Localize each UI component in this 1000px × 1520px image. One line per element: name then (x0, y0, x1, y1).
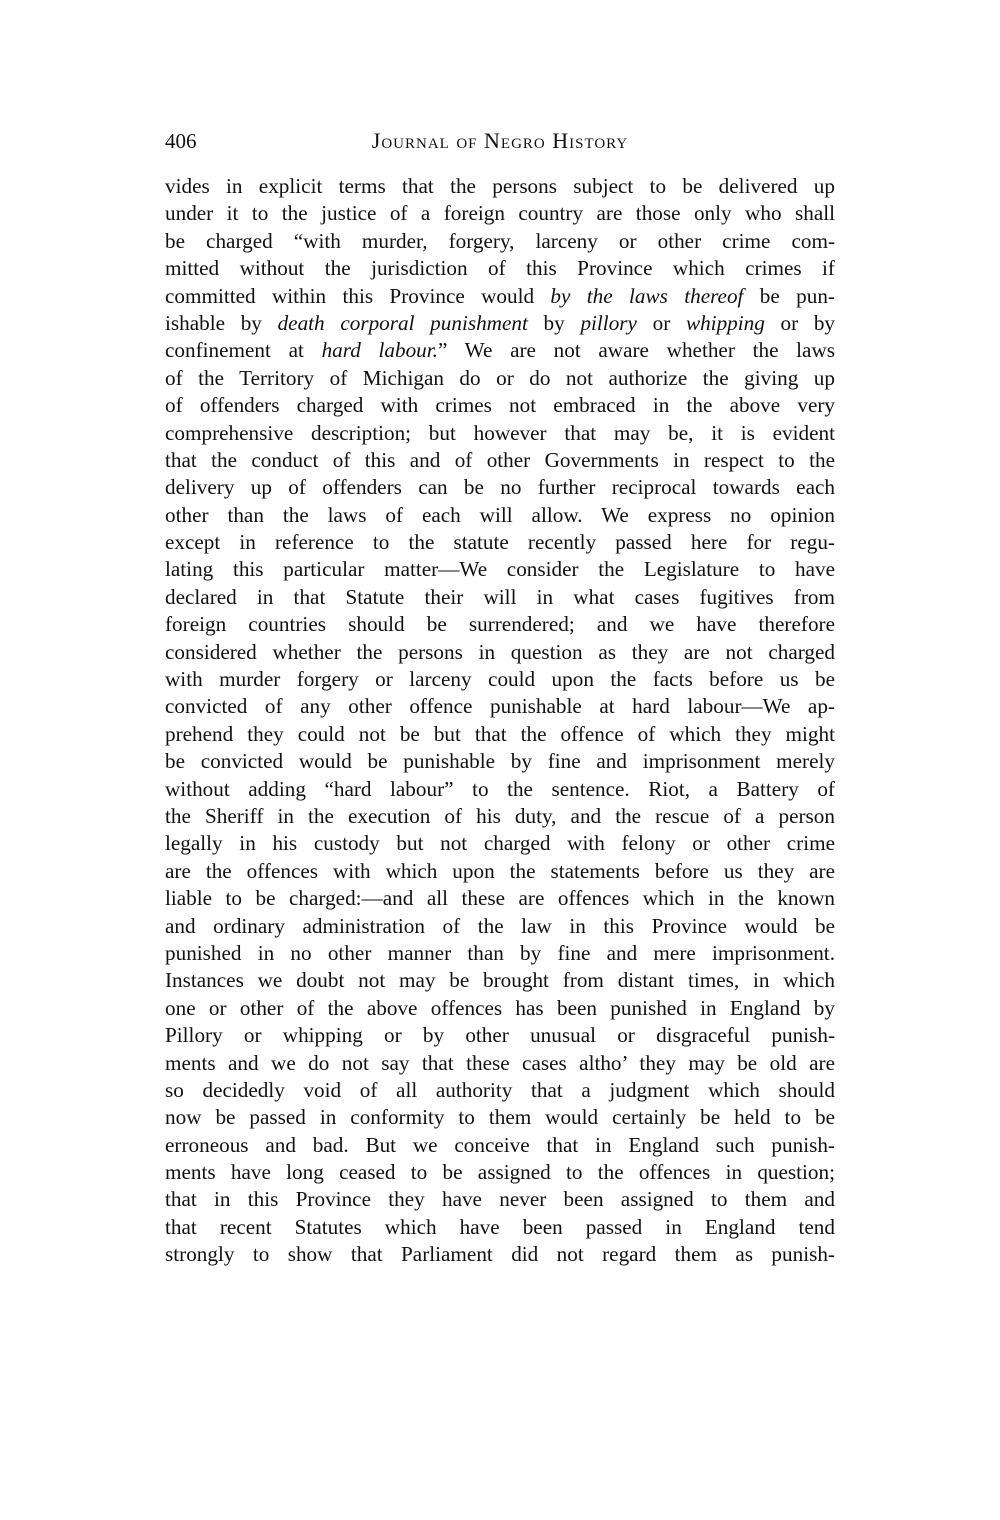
text-line: of the Territory of Michigan do or do not authorize the giving up (165, 365, 835, 390)
text-line: erroneous and bad. But we conceive that in England such punish- (165, 1132, 835, 1157)
text-line: one or other of the above offences has been punished in England by (165, 995, 835, 1020)
italic-phrase: hard labour. (321, 338, 438, 363)
text-line: vides in explicit terms that the persons subject to be delivered up (165, 174, 835, 198)
text-line: be convicted would be punishable by fine and imprisonment merely (165, 749, 835, 774)
text-line: without adding “hard labour” to the sentence. Riot, a Battery of (165, 776, 835, 801)
text-line: ments have long ceased to be assigned to the offences in question; (165, 1160, 835, 1185)
text-line: except in reference to the statute recently passed here for regu- (165, 530, 835, 555)
text-line: that in this Province they have never been assigned to them and (165, 1187, 835, 1212)
text-line: comprehensive description; but however that may be, it is evident (165, 420, 835, 445)
text-line: and ordinary administration of the law in this Province would be (165, 913, 835, 938)
italic-phrase: death corporal punishment (277, 310, 528, 335)
text-line: of offenders charged with crimes not embraced in the above very (165, 393, 835, 418)
text-line: strongly to show that Parliament did not regard them as punish- (165, 1242, 835, 1267)
text-line: delivery up of offenders can be no further reciprocal towards each (165, 475, 835, 500)
text-line: so decidedly void of all authority that a judgment which should (165, 1077, 835, 1102)
text-line: mitted without the jurisdiction of this Province which crimes if (165, 256, 835, 281)
text-line: convicted of any other offence punishable at hard labour—We ap- (165, 694, 835, 719)
text-line: ishable by death corporal punishment by pillory or whipping or by (165, 310, 836, 335)
text-line: declared in that Statute their will in what cases fugitives from (165, 584, 835, 609)
page-number: 406 (165, 129, 197, 153)
text-line: punished in no other manner than by fine and mere imprisonment. (165, 940, 835, 965)
text-line: liable to be charged:—and all these are offences which in the known (165, 886, 835, 911)
text-line: lating this particular matter—We consider the Legislature to have (165, 557, 835, 582)
text-line: are the offences with which upon the statements before us they are (165, 858, 835, 883)
italic-phrase: whipping (685, 310, 765, 335)
text-line: considered whether the persons in question as they are not charged (165, 639, 835, 664)
italic-phrase: pillory (580, 310, 637, 335)
body-text (165, 173, 835, 1269)
text-line: that the conduct of this and of other Governments in respect to the (165, 447, 835, 472)
text-line: other than the laws of each will allow. We express no opinion (165, 502, 835, 527)
text-line: now be passed in conformity to them would certainly be held to be (165, 1105, 835, 1130)
journal-title: Journal of Negro History (371, 128, 629, 153)
text-line: foreign countries should be surrendered; and we have therefore (165, 612, 835, 637)
text-line: be charged “with murder, forgery, larceny or other crime com- (165, 228, 835, 253)
text-line: Pillory or whipping or by other unusual or disgraceful punish- (165, 1023, 835, 1048)
text-line: under it to the justice of a foreign country are those only who shall (165, 201, 835, 226)
text-line: prehend they could not be but that the offence of which they might (165, 721, 835, 746)
text-line: legally in his custody but not charged with felony or other crime (165, 831, 835, 856)
italic-phrase: by the laws thereof (550, 283, 744, 308)
text-line: confinement at hard labour.” We are not aware whether the laws (165, 338, 835, 363)
text-line: ments and we do not say that these cases altho’ they may be old are (165, 1050, 835, 1075)
text-line: the Sheriff in the execution of his duty, and the rescue of a person (165, 803, 835, 828)
text-line: with murder forgery or larceny could upon the facts before us be (165, 667, 835, 692)
running-head (165, 126, 835, 156)
text-line: committed within this Province would by the laws thereof be pun- (165, 283, 835, 308)
text-line: Instances we doubt not may be brought from distant times, in which (165, 968, 835, 993)
text-line: that recent Statutes which have been passed in England tend (165, 1214, 835, 1239)
